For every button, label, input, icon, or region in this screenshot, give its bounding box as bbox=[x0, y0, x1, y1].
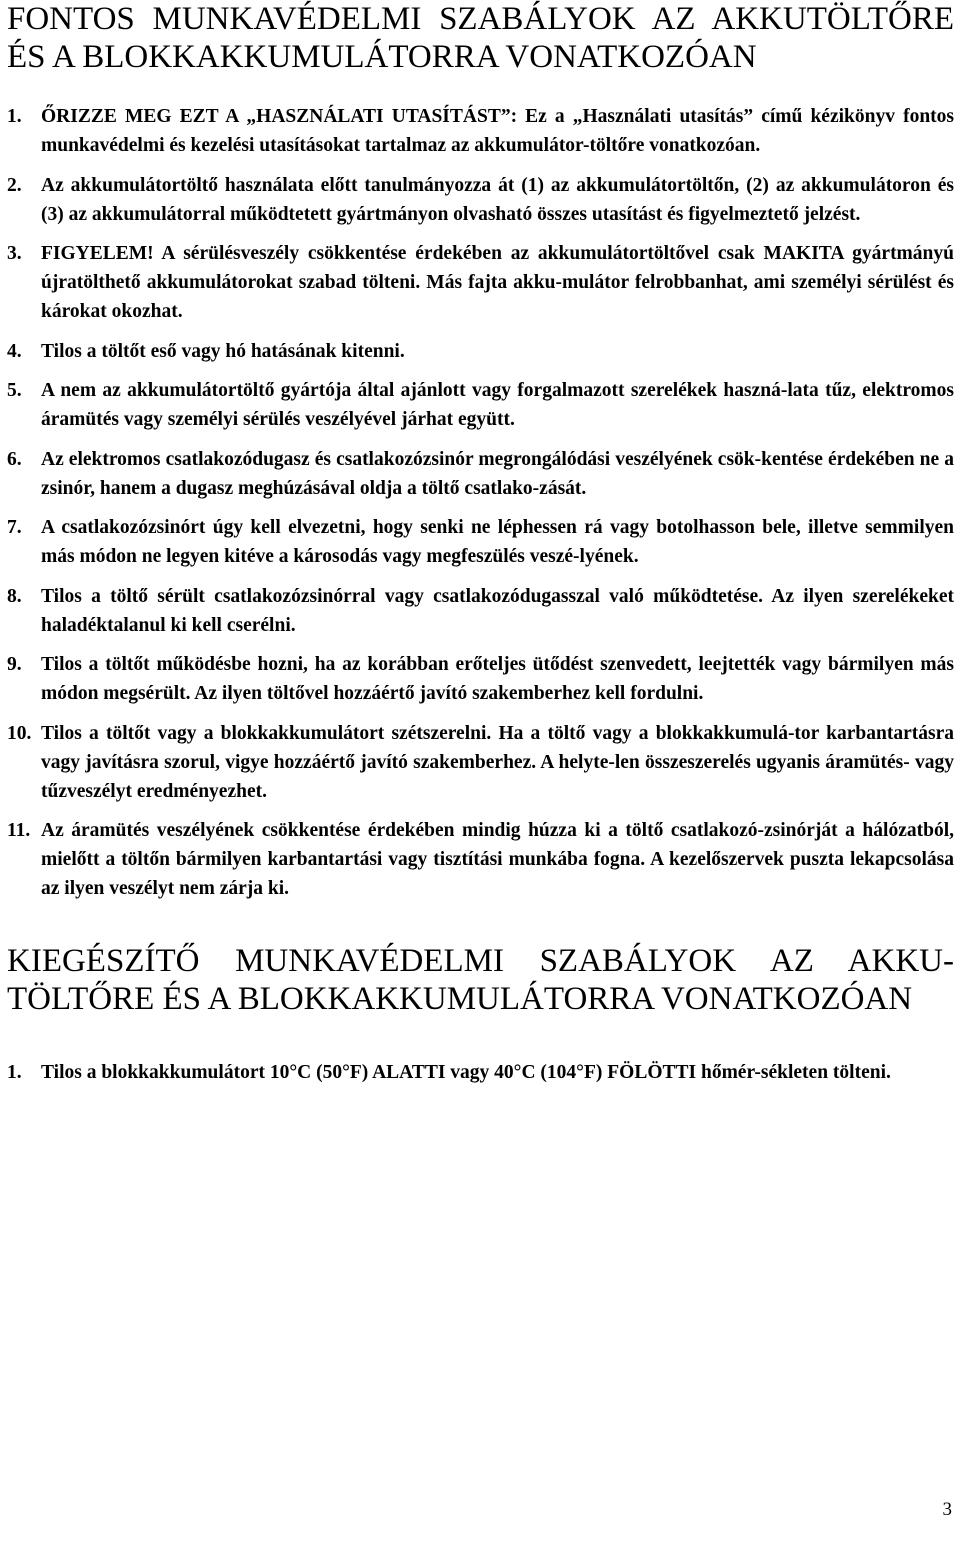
item-number: 1. bbox=[7, 1062, 22, 1083]
item-number: 4. bbox=[7, 340, 22, 362]
item-text: A csatlakozózsinórt úgy kell elvezetni, hogy senki ne léphessen rá vagy botolhasson bele, illetve semmilyen más módon ne legyen kitéve a károsodás vagy megfeszülés veszé-lyének. bbox=[41, 517, 954, 567]
item-text: Tilos a töltő sérült csatlakozózsinórral vagy csatlakozódugasszal való működtetése. Az ilyen szerelékeket haladéktalanul ki kell cserélni. bbox=[41, 585, 954, 636]
item-text: FIGYELEM! A sérülésveszély csökkentése érdekében az akkumulátortöltővel csak MAKITA gyártmányú újratölthető akkumulátorokat szabad tölteni. Más fajta akku-mulátor felrobbanhat, ami személyi sérülést és károkat okozhat. bbox=[41, 243, 954, 322]
section-title-important-safety-rules: FONTOS MUNKAVÉDELMI SZABÁLYOK AZ AKKUTÖLTŐRE ÉS A BLOKKAKKUMULÁTORRA VONATKOZÓAN bbox=[7, 1, 954, 75]
item-text: ŐRIZZE MEG EZT A „HASZNÁLATI UTASÍTÁST”: Ez a „Használati utasítás” című kézikönyv fontos munkavédelmi és kezelési utasításokat tartalmaz az akkumulátor-töltőre vonatkozóan. bbox=[41, 106, 954, 156]
item-number: 3. bbox=[7, 243, 22, 264]
list-item bbox=[7, 650, 954, 708]
list-item bbox=[7, 513, 954, 571]
item-number: 9. bbox=[7, 654, 22, 675]
safety-rules-list bbox=[7, 102, 954, 903]
item-number: 11. bbox=[7, 820, 31, 841]
item-text: Tilos a töltőt működésbe hozni, ha az korábban erőteljes ütődést szenvedett, leejtették vagy bármilyen más módon megsérült. Az ilyen töltővel hozzáértő javító szakemberhez kell fordulni. bbox=[41, 654, 954, 704]
list-item bbox=[7, 102, 954, 160]
item-number: 10. bbox=[7, 722, 32, 744]
list-item bbox=[7, 239, 954, 326]
item-text: A nem az akkumulátortöltő gyártója által ajánlott vagy forgalmazott szerelékek haszná-lata tűz, elektromos áramütés vagy személyi sérülés veszélyével járhat együtt. bbox=[41, 380, 954, 430]
list-item bbox=[7, 816, 954, 903]
list-item bbox=[7, 337, 954, 366]
item-text: Az elektromos csatlakozódugasz és csatlakozózsinór megrongálódási veszélyének csök-kentése érdekében ne a zsinór, hanem a dugasz meghúzásával oldja a töltő csatlako-zását. bbox=[41, 448, 954, 499]
item-number: 1. bbox=[7, 106, 22, 127]
item-text: Az akkumulátortöltő használata előtt tanulmányozza át (1) az akkumulátortöltőn, (2) az akkumulátoron és (3) az akkumulátorral működtetett gyártmányon olvasható összes utasítást és figyelmeztető jelzést. bbox=[41, 174, 954, 225]
item-text: Tilos a blokkakkumulátort 10°C (50°F) ALATTI vagy 40°C (104°F) FÖLÖTTI hőmér-sékleten tölteni. bbox=[41, 1062, 891, 1083]
item-number: 5. bbox=[7, 380, 22, 401]
additional-rules-list bbox=[7, 1058, 954, 1087]
item-number: 7. bbox=[7, 517, 22, 538]
list-item bbox=[7, 719, 954, 806]
item-text: Az áramütés veszélyének csökkentése érdekében mindig húzza ki a töltő csatlakozó-zsinórját a hálózatból, mielőtt a töltőn bármilyen karbantartási vagy tisztítási munkába fogna. A kezelőszervek puszta lekapcsolása az ilyen veszélyt nem zárja ki. bbox=[41, 820, 954, 899]
list-item bbox=[7, 171, 954, 229]
item-text: Tilos a töltőt vagy a blokkakkumulátort szétszerelni. Ha a töltő vagy a blokkakkumulá-tor karbantartásra vagy javításra szorul, vigye hozzáértő javító szakemberhez. A helyte-len összeszerelés ugyanis áramütés- vagy tűzveszélyt eredményezhet. bbox=[41, 722, 954, 802]
list-item bbox=[7, 376, 954, 434]
section-title-additional-safety-rules: KIEGÉSZÍTŐ MUNKAVÉDELMI SZABÁLYOK AZ AKKU-TÖLTŐRE ÉS A BLOKKAKKUMULÁTORRA VONATKOZÓAN bbox=[7, 943, 954, 1017]
item-number: 8. bbox=[7, 585, 22, 607]
item-number: 6. bbox=[7, 448, 22, 470]
list-item bbox=[7, 445, 954, 503]
item-text: Tilos a töltőt eső vagy hó hatásának kitenni. bbox=[41, 340, 405, 362]
item-number: 2. bbox=[7, 174, 22, 196]
list-item bbox=[7, 1058, 954, 1087]
list-item bbox=[7, 582, 954, 640]
page-number: 3 bbox=[942, 1499, 952, 1520]
